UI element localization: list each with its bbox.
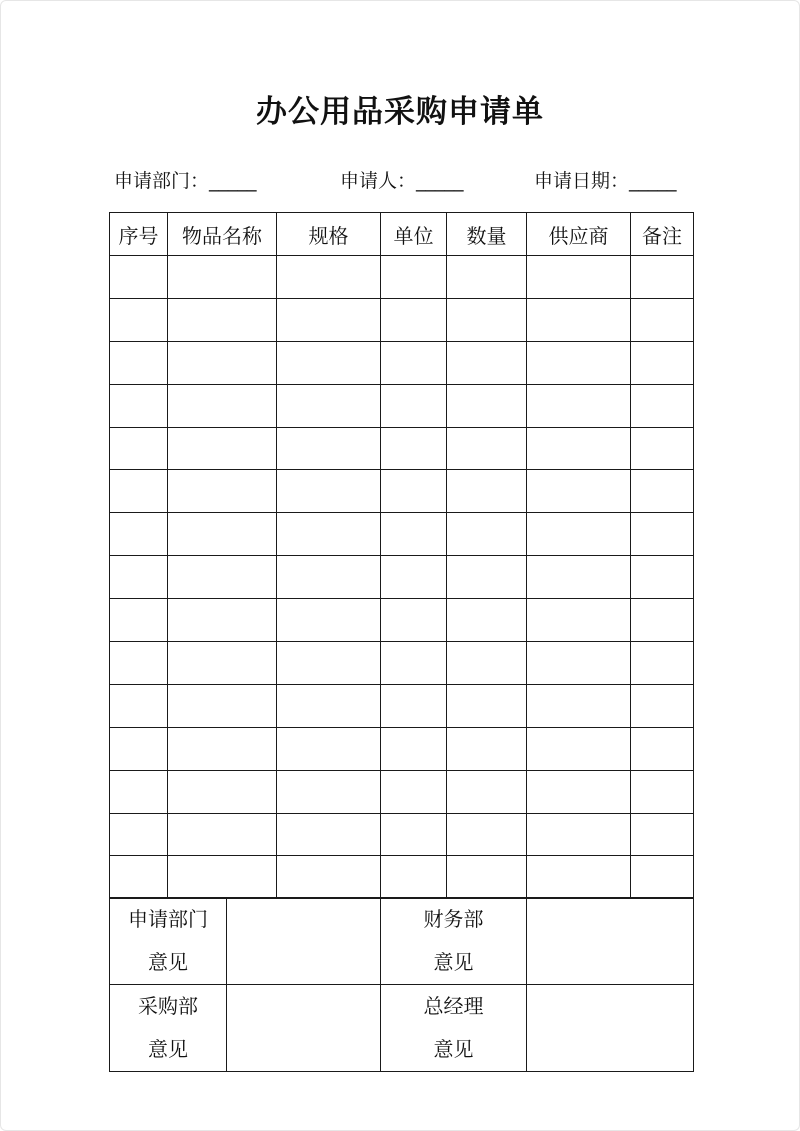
table-cell[interactable] [381, 556, 447, 599]
approval-label-line: 意见 [148, 1037, 188, 1061]
table-cell[interactable] [527, 556, 631, 599]
table-cell[interactable] [277, 341, 381, 384]
table-cell[interactable] [527, 298, 631, 341]
table-cell[interactable] [110, 427, 168, 470]
table-cell[interactable] [381, 727, 447, 770]
table-cell[interactable] [168, 856, 277, 899]
table-cell[interactable] [447, 298, 527, 341]
table-cell[interactable] [277, 298, 381, 341]
form-title: 办公用品采购申请单 [256, 94, 544, 130]
table-cell[interactable] [110, 856, 168, 899]
table-cell[interactable] [277, 427, 381, 470]
table-cell[interactable] [381, 599, 447, 642]
approval-table [109, 897, 694, 1072]
table-cell[interactable] [168, 513, 277, 556]
table-row [110, 770, 694, 813]
table-cell[interactable] [381, 684, 447, 727]
table-cell[interactable] [631, 427, 694, 470]
table-cell[interactable] [631, 470, 694, 513]
approval-label-purchasing [110, 985, 227, 1072]
table-cell[interactable] [110, 684, 168, 727]
approval-row [110, 898, 694, 985]
table-cell[interactable] [447, 727, 527, 770]
table-cell[interactable] [110, 384, 168, 427]
header-index: 序号 [110, 213, 168, 256]
table-cell[interactable] [381, 513, 447, 556]
table-cell[interactable] [381, 427, 447, 470]
table-cell[interactable] [527, 770, 631, 813]
table-row [110, 599, 694, 642]
table-cell[interactable] [110, 298, 168, 341]
table-cell[interactable] [631, 770, 694, 813]
table-cell[interactable] [527, 256, 631, 299]
table-cell[interactable] [277, 556, 381, 599]
table-cell[interactable] [168, 684, 277, 727]
applicant-field[interactable] [340, 166, 464, 193]
table-row [110, 856, 694, 899]
approval-label-applicant-dept [110, 898, 227, 985]
table-cell[interactable] [631, 813, 694, 856]
table-cell[interactable] [277, 256, 381, 299]
table-cell[interactable] [447, 813, 527, 856]
table-cell[interactable] [168, 556, 277, 599]
table-cell[interactable] [168, 256, 277, 299]
table-row [110, 298, 694, 341]
table-cell[interactable] [447, 341, 527, 384]
table-row [110, 384, 694, 427]
table-cell[interactable] [168, 427, 277, 470]
applicant-blank[interactable]: _____ [416, 170, 464, 192]
table-cell[interactable] [110, 556, 168, 599]
table-cell[interactable] [110, 470, 168, 513]
approval-label-line: 财务部 [423, 907, 484, 931]
table-row [110, 470, 694, 513]
table-cell[interactable] [527, 856, 631, 899]
table-cell[interactable] [527, 427, 631, 470]
table-cell[interactable] [381, 470, 447, 513]
table-cell[interactable] [631, 384, 694, 427]
header-item-name: 物品名称 [168, 213, 277, 256]
table-cell[interactable] [168, 298, 277, 341]
table-cell[interactable] [381, 770, 447, 813]
table-cell[interactable] [447, 856, 527, 899]
header-remarks: 备注 [631, 213, 694, 256]
table-row [110, 813, 694, 856]
table-cell[interactable] [110, 813, 168, 856]
table-cell[interactable] [168, 341, 277, 384]
table-cell[interactable] [277, 727, 381, 770]
table-cell[interactable] [631, 599, 694, 642]
approval-input-applicant-dept[interactable] [227, 898, 381, 985]
table-row [110, 513, 694, 556]
table-cell[interactable] [631, 684, 694, 727]
table-cell[interactable] [447, 642, 527, 685]
table-cell[interactable] [631, 513, 694, 556]
table-cell[interactable] [447, 513, 527, 556]
table-cell[interactable] [631, 298, 694, 341]
department-blank[interactable]: _____ [209, 170, 257, 192]
table-cell[interactable] [527, 727, 631, 770]
table-cell[interactable] [631, 727, 694, 770]
table-cell[interactable] [631, 341, 694, 384]
table-cell[interactable] [527, 341, 631, 384]
table-cell[interactable] [277, 384, 381, 427]
table-cell[interactable] [110, 727, 168, 770]
approval-label-line: 总经理 [423, 994, 484, 1018]
table-cell[interactable] [277, 770, 381, 813]
table-cell[interactable] [527, 384, 631, 427]
table-cell[interactable] [447, 470, 527, 513]
table-cell[interactable] [631, 256, 694, 299]
table-cell[interactable] [381, 813, 447, 856]
table-cell[interactable] [381, 642, 447, 685]
table-cell[interactable] [110, 770, 168, 813]
header-unit: 单位 [381, 213, 447, 256]
table-cell[interactable] [110, 642, 168, 685]
table-row [110, 256, 694, 299]
approval-label-line: 意见 [433, 950, 474, 974]
header-quantity: 数量 [447, 213, 527, 256]
table-cell[interactable] [631, 556, 694, 599]
table-cell[interactable] [110, 256, 168, 299]
date-blank[interactable]: _____ [629, 170, 677, 192]
date-field[interactable] [534, 166, 677, 193]
table-cell[interactable] [447, 770, 527, 813]
table-cell[interactable] [168, 727, 277, 770]
approval-label-line: 申请部门 [128, 907, 208, 931]
table-cell[interactable] [381, 384, 447, 427]
table-cell[interactable] [277, 813, 381, 856]
applicant-label: 申请人： [340, 170, 417, 192]
table-cell[interactable] [277, 856, 381, 899]
table-cell[interactable] [381, 298, 447, 341]
table-cell[interactable] [527, 513, 631, 556]
table-cell[interactable] [277, 684, 381, 727]
table-row [110, 727, 694, 770]
table-cell[interactable] [527, 684, 631, 727]
table-cell[interactable] [381, 256, 447, 299]
table-cell[interactable] [110, 599, 168, 642]
approval-label-general-manager [381, 985, 527, 1072]
table-cell[interactable] [381, 341, 447, 384]
approval-label-line: 意见 [433, 1037, 474, 1061]
table-row [110, 427, 694, 470]
table-cell[interactable] [447, 427, 527, 470]
approval-input-finance[interactable] [527, 898, 694, 985]
table-row [110, 556, 694, 599]
table-cell[interactable] [447, 599, 527, 642]
department-label: 申请部门： [114, 170, 210, 192]
table-cell[interactable] [110, 513, 168, 556]
table-cell[interactable] [168, 642, 277, 685]
table-row [110, 684, 694, 727]
table-row [110, 341, 694, 384]
date-label: 申请日期： [534, 170, 630, 192]
table-cell[interactable] [447, 256, 527, 299]
table-cell[interactable] [277, 470, 381, 513]
table-row [110, 642, 694, 685]
table-cell[interactable] [527, 642, 631, 685]
table-cell[interactable] [447, 556, 527, 599]
header-spec: 规格 [277, 213, 381, 256]
table-cell[interactable] [168, 470, 277, 513]
table-cell[interactable] [168, 813, 277, 856]
table-cell[interactable] [447, 384, 527, 427]
table-cell[interactable] [168, 384, 277, 427]
table-cell[interactable] [168, 599, 277, 642]
table-cell[interactable] [381, 856, 447, 899]
header-supplier: 供应商 [527, 213, 631, 256]
approval-row [110, 985, 694, 1072]
approval-label-line: 采购部 [138, 994, 198, 1018]
table-cell[interactable] [447, 684, 527, 727]
items-table [109, 212, 694, 899]
approval-input-purchasing[interactable] [227, 985, 381, 1072]
table-cell[interactable] [527, 470, 631, 513]
table-cell[interactable] [527, 813, 631, 856]
table-cell[interactable] [527, 599, 631, 642]
table-cell[interactable] [277, 599, 381, 642]
table-cell[interactable] [277, 513, 381, 556]
approval-label-line: 意见 [148, 950, 188, 974]
table-cell[interactable] [168, 770, 277, 813]
approval-label-finance [381, 898, 527, 985]
approval-input-general-manager[interactable] [527, 985, 694, 1072]
table-cell[interactable] [631, 856, 694, 899]
table-cell[interactable] [631, 642, 694, 685]
table-cell[interactable] [110, 341, 168, 384]
table-cell[interactable] [277, 642, 381, 685]
table-header-row [110, 213, 694, 256]
department-field[interactable] [114, 166, 257, 193]
